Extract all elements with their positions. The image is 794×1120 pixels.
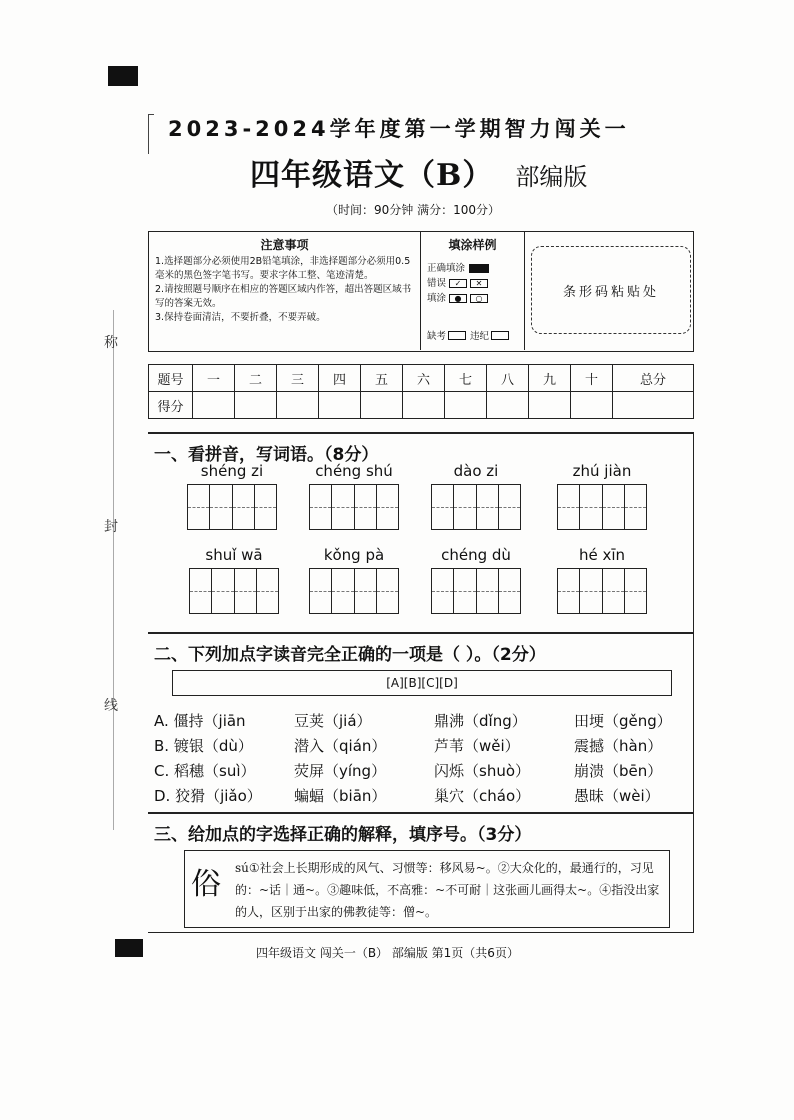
- score-table-row-scores: [149, 392, 694, 419]
- choice-word: 鼎沸（dǐng）: [434, 712, 527, 730]
- answer-options-bar[interactable]: [A][B][C][D]: [172, 670, 672, 696]
- dot-swatch-icon: ●: [449, 294, 467, 303]
- score-col-head: 九: [529, 365, 571, 392]
- score-col-head: 三: [277, 365, 319, 392]
- cross-swatch-icon: ✕: [470, 279, 488, 288]
- pinyin-label: dào zi: [453, 462, 499, 480]
- choice-word: 愚昧（wèi）: [574, 787, 660, 805]
- character-grid[interactable]: [187, 484, 277, 530]
- score-table-row-numbers: [149, 365, 694, 392]
- score-col-head: 七: [445, 365, 487, 392]
- pinyin-label: kǒng pà: [323, 546, 385, 564]
- page-footer: 四年级语文 闯关一（B） 部编版 第1页（共6页）: [256, 946, 519, 960]
- dictionary-definitions: sú①社会上长期形成的风气、习惯等：移风易~。②大众化的，最通行的，习见的：~话｜通~。③趣味低，不高雅：~不可耐｜这张画儿画得太~。④指没出家的人，区别于出家的佛教徒等：僧~。: [235, 861, 660, 919]
- pinyin-item: [554, 462, 650, 530]
- character-grid[interactable]: [557, 568, 647, 614]
- sample-wrong-row: [427, 276, 518, 291]
- notice-box: [148, 231, 694, 352]
- choice-word: 蝙蝠（biān）: [294, 787, 387, 805]
- margin-char: 线: [104, 698, 118, 714]
- subject-name: 四年级语文（B）: [250, 158, 494, 193]
- notice-item: 2.请按照题号顺序在相应的答题区域内作答，超出答题区域书写的答案无效。: [155, 284, 412, 309]
- sample-wrong-label: 错误: [427, 278, 447, 289]
- circle-swatch-icon: ○: [470, 294, 488, 303]
- missing-checkbox[interactable]: [448, 331, 466, 340]
- pinyin-item: [428, 462, 524, 530]
- score-cell[interactable]: [193, 392, 235, 419]
- pinyin-item: [306, 462, 402, 530]
- character-grid[interactable]: [309, 484, 399, 530]
- choice-word: 芦苇（wěi）: [434, 737, 520, 755]
- violation-checkbox[interactable]: [491, 331, 509, 340]
- pinyin-label: shuǐ wā: [205, 546, 263, 564]
- section-title: 一、看拼音，写词语。（8分）: [154, 445, 379, 465]
- pinyin-item: [184, 462, 280, 530]
- pinyin-item: [186, 546, 282, 614]
- pinyin-label: hé xīn: [578, 546, 626, 564]
- sample-wrong-label-2: 填涂: [427, 293, 447, 304]
- notice-item: 3.保持卷面清洁，不要折叠，不要弄破。: [155, 312, 326, 323]
- check-swatch-icon: ✓: [449, 279, 467, 288]
- score-cell[interactable]: [613, 392, 694, 419]
- notice-column: [149, 232, 421, 350]
- margin-char: 称: [104, 335, 118, 351]
- choice-word: 豆荚（jiá）: [294, 712, 372, 730]
- character-grid[interactable]: [557, 484, 647, 530]
- choice-row-c[interactable]: [154, 760, 714, 781]
- dictionary-head-char: 俗: [191, 867, 221, 902]
- choice-row-d[interactable]: [154, 785, 714, 806]
- choice-word: 闪烁（shuò）: [434, 762, 531, 780]
- pinyin-label: zhú jiàn: [572, 462, 632, 480]
- violation-label: 违纪: [470, 331, 490, 342]
- missing-label: 缺考: [427, 331, 447, 342]
- choice-word: 荧屏（yíng）: [294, 762, 387, 780]
- sample-correct-row: [427, 261, 518, 276]
- exam-title: 2023-2024学年度第一学期智力闯关一: [168, 117, 630, 141]
- score-cell[interactable]: [319, 392, 361, 419]
- bottom-rule: [148, 932, 694, 933]
- score-col-head: 二: [235, 365, 277, 392]
- score-col-head: 十: [571, 365, 613, 392]
- character-grid[interactable]: [431, 484, 521, 530]
- sample-title: 填涂样例: [448, 238, 497, 252]
- dictionary-entry-box: [184, 850, 670, 928]
- score-row-head: 题号: [149, 365, 193, 392]
- barcode-paste-area: 条形码粘贴处: [531, 246, 691, 334]
- registration-mark-bottom: [115, 939, 143, 957]
- choice-word: 崩溃（bēn）: [574, 762, 663, 780]
- notice-item: 1.选择题部分必须使用2B铅笔填涂，非选择题部分必须用0.5毫米的黑色签字笔书写。要求字体工整、笔迹清楚。: [155, 256, 411, 281]
- section-definition-choice: [148, 812, 694, 932]
- pinyin-item: [428, 546, 524, 614]
- sample-wrong-row-2: [427, 291, 518, 306]
- score-cell[interactable]: [571, 392, 613, 419]
- section-title: 三、给加点的字选择正确的解释，填序号。（3分）: [154, 825, 532, 845]
- character-grid[interactable]: [431, 568, 521, 614]
- choice-word: 潜入（qián）: [294, 737, 387, 755]
- edition-label: 部编版: [515, 163, 588, 191]
- score-table: [148, 364, 694, 419]
- score-cell[interactable]: [361, 392, 403, 419]
- margin-char: 封: [104, 519, 118, 535]
- choice-word: D. 狡猾（jiǎo）: [154, 787, 262, 805]
- fill-sample-column: [421, 232, 525, 350]
- choice-word: 巢穴（cháo）: [434, 787, 531, 805]
- score-col-head: 一: [193, 365, 235, 392]
- score-col-head: 四: [319, 365, 361, 392]
- time-info: （时间：90分钟 满分：100分）: [326, 203, 500, 217]
- score-row-head: 得分: [149, 392, 193, 419]
- score-cell[interactable]: [487, 392, 529, 419]
- choice-word: B. 镀银（dù）: [154, 737, 253, 755]
- binding-margin-line: [113, 310, 114, 830]
- score-cell[interactable]: [277, 392, 319, 419]
- choice-row-a[interactable]: [154, 710, 714, 731]
- absence-violation-row: [427, 328, 513, 342]
- sample-correct-label: 正确填涂: [427, 263, 466, 274]
- registration-mark-top: [108, 66, 138, 86]
- bracket-mark: [148, 114, 154, 154]
- character-grid[interactable]: [189, 568, 279, 614]
- choice-row-b[interactable]: [154, 735, 714, 756]
- filled-swatch: [469, 264, 489, 273]
- character-grid[interactable]: [309, 568, 399, 614]
- section-pronunciation-choice: [148, 632, 694, 812]
- subject-title: [250, 150, 588, 194]
- pinyin-item: [554, 546, 650, 614]
- score-col-head: 五: [361, 365, 403, 392]
- choice-word: 田埂（gěng）: [574, 712, 672, 730]
- score-col-head: 六: [403, 365, 445, 392]
- choice-word: 震撼（hàn）: [574, 737, 663, 755]
- section-title: 二、下列加点字读音完全正确的一项是（ ）。（2分）: [154, 645, 546, 665]
- score-cell[interactable]: [529, 392, 571, 419]
- pinyin-label: chéng shú: [315, 462, 393, 480]
- choice-word: A. 僵持（jiān: [154, 712, 246, 730]
- score-col-head: 八: [487, 365, 529, 392]
- score-cell[interactable]: [235, 392, 277, 419]
- pinyin-label: shéng zi: [200, 462, 264, 480]
- section-pinyin-writing: [148, 432, 694, 632]
- score-cell[interactable]: [403, 392, 445, 419]
- pinyin-label: chéng dù: [441, 546, 511, 564]
- pinyin-item: [306, 546, 402, 614]
- notice-title: 注意事项: [260, 238, 309, 252]
- score-cell[interactable]: [445, 392, 487, 419]
- score-col-head: 总分: [613, 365, 694, 392]
- choice-word: C. 稻穗（suì）: [154, 762, 256, 780]
